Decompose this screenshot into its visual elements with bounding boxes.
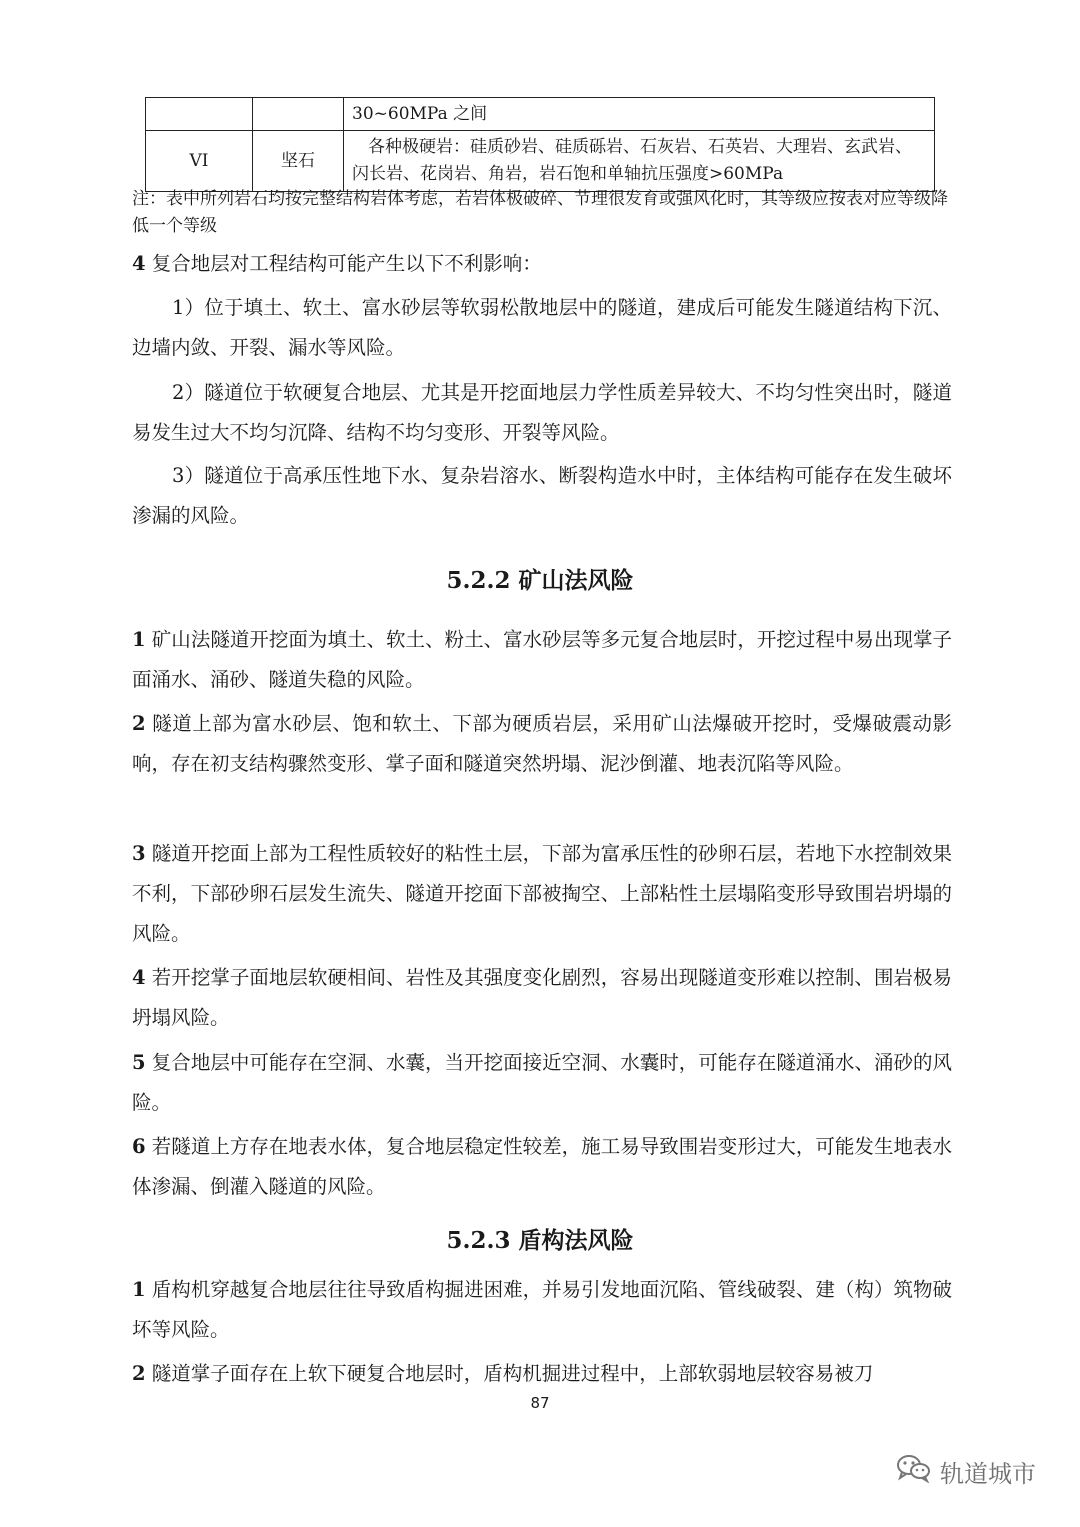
item-number: 1 (132, 1278, 146, 1301)
table-cell-category (253, 98, 344, 131)
item-number: 2 (132, 712, 146, 735)
page-number: 87 (530, 1394, 550, 1412)
item-text: 隧道上部为富水砂层、饱和软土、下部为硬质岩层，采用矿山法爆破开挖时，受爆破震动影响，存在初支结构骤然变形、掌子面和隧道突然坍塌、泥沙倒灌、地表沉陷等风险。 (132, 712, 952, 775)
section-heading-523: 5.2.3 盾构法风险 (446, 1227, 634, 1254)
table-note: 注：表中所列岩石均按完整结构岩体考虑，若岩体极破碎、节理很发育或强风化时，其等级应按表对应等级降低一个等级 (132, 189, 948, 236)
mining-item-4 (132, 958, 952, 1038)
item-text: 矿山法隧道开挖面为填土、软土、粉土、富水砂层等多元复合地层时，开挖过程中易出现掌子面涌水、涌砂、隧道失稳的风险。 (132, 628, 952, 691)
item-text: 隧道开挖面上部为工程性质较好的粘性土层，下部为富承压性的砂卵石层，若地下水控制效果不利，下部砂卵石层发生流失、隧道开挖面下部被掏空、上部粘性土层塌陷变形导致围岩坍塌的风险。 (132, 842, 952, 945)
section-heading-522: 5.2.2 矿山法风险 (446, 567, 634, 594)
mining-item-3 (132, 834, 952, 954)
section-4-item-3: 3）隧道位于高承压性地下水、复杂岩溶水、断裂构造水中时，主体结构可能存在发生破坏渗漏的风险。 (132, 464, 952, 527)
mining-item-2 (132, 704, 952, 784)
item-number: 1 (132, 628, 146, 651)
table-cell-description: 30~60MPa 之间 (344, 98, 935, 131)
wechat-icon (896, 1453, 932, 1489)
watermark (896, 1451, 1036, 1491)
table-row (146, 131, 935, 192)
mining-item-6 (132, 1127, 952, 1207)
section-4-item-1: 1）位于填土、软土、富水砂层等软弱松散地层中的隧道，建成后可能发生隧道结构下沉、边墙内敛、开裂、漏水等风险。 (132, 296, 952, 359)
item-number: 2 (132, 1362, 146, 1385)
item-text: 复合地层对工程结构可能产生以下不利影响： (145, 252, 542, 275)
table-cell-description: 各种极硬岩：硅质砂岩、硅质砾岩、石灰岩、石英岩、大理岩、玄武岩、闪长岩、花岗岩、角岩，岩石饱和单轴抗压强度>60MPa (344, 131, 935, 192)
item-text: 复合地层中可能存在空洞、水囊，当开挖面接近空洞、水囊时，可能存在隧道涌水、涌砂的风险。 (132, 1051, 952, 1114)
table-cell-category: 坚石 (253, 131, 344, 192)
item-text: 盾构机穿越复合地层往往导致盾构掘进困难，并易引发地面沉陷、管线破裂、建（构）筑物破坏等风险。 (132, 1278, 952, 1341)
item-number: 4 (132, 966, 146, 989)
item-number: 5 (132, 1051, 146, 1074)
mining-item-1 (132, 620, 952, 700)
shield-item-1 (132, 1270, 952, 1350)
item-text: 若开挖掌子面地层软硬相间、岩性及其强度变化剧烈，容易出现隧道变形难以控制、围岩极易坍塌风险。 (132, 966, 952, 1029)
watermark-text: 轨道城市 (940, 1459, 1036, 1488)
table-row (146, 98, 935, 131)
item-number: 3 (132, 842, 146, 865)
item-text: 隧道掌子面存在上软下硬复合地层时，盾构机掘进过程中，上部软弱地层较容易被刀 (145, 1362, 874, 1385)
item-number: 6 (132, 1135, 146, 1158)
item-number: 4 (132, 252, 146, 275)
section-4-intro (132, 244, 952, 284)
section-4-item-2: 2）隧道位于软硬复合地层、尤其是开挖面地层力学性质差异较大、不均匀性突出时，隧道易发生过大不均匀沉降、结构不均匀变形、开裂等风险。 (132, 381, 952, 444)
table-cell-level (146, 98, 253, 131)
mining-item-5 (132, 1043, 952, 1123)
table-cell-level: VI (146, 131, 253, 192)
item-text: 若隧道上方存在地表水体，复合地层稳定性较差，施工易导致围岩变形过大，可能发生地表水体渗漏、倒灌入隧道的风险。 (132, 1135, 952, 1198)
shield-item-2 (132, 1354, 952, 1394)
rock-classification-table (145, 97, 935, 192)
